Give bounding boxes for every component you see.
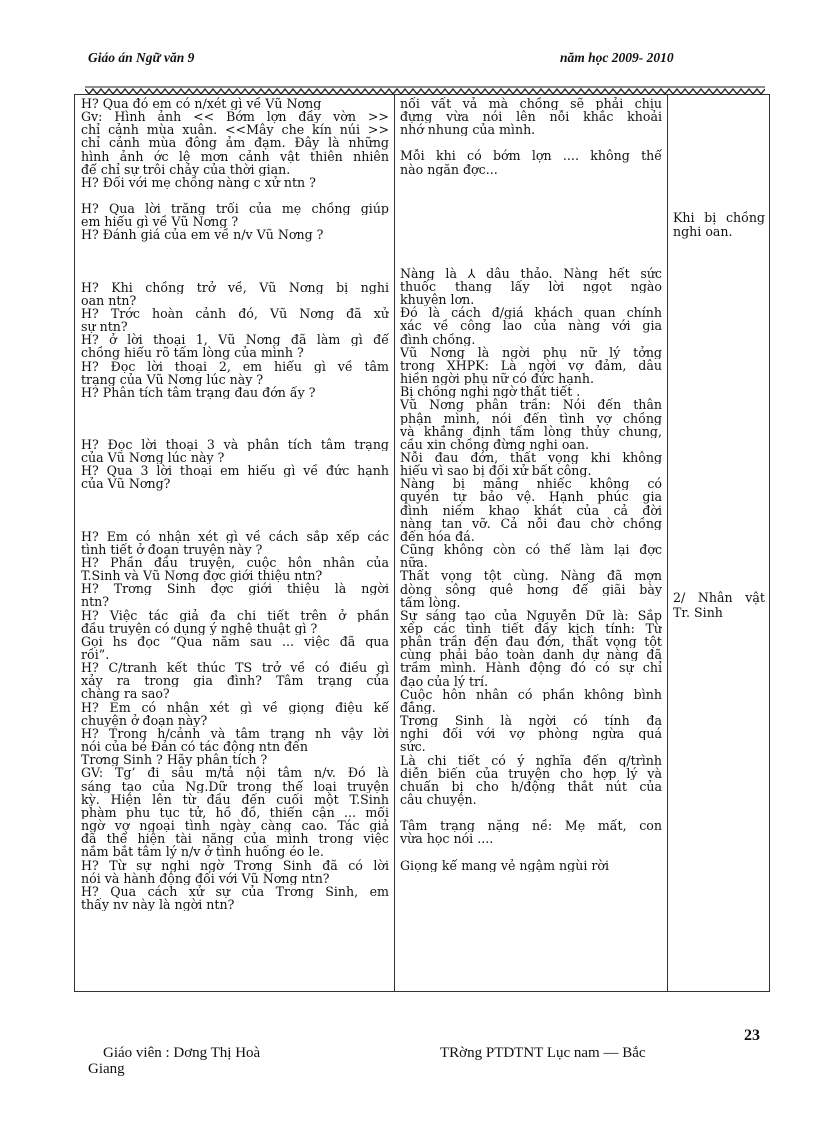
- teacher-question-line: H? Qua cách xử sự của Trơng Sinh, em: [81, 884, 389, 898]
- blank-line: [81, 517, 389, 530]
- teacher-question-line: sự ntn?: [81, 320, 128, 334]
- teacher-question-line: tình tiết ở đoạn truyện này ?: [81, 542, 263, 556]
- student-answer-line: Nàng bị mắng nhiếc không có: [400, 477, 662, 491]
- teacher-question-line: nói và hành động đối với Vũ Nơng ntn?: [81, 871, 330, 885]
- student-answer-line: đạo của lý trí.: [400, 674, 489, 688]
- teacher-question-line: đầu truyện có dụng ý nghệ thuật gì ?: [81, 621, 318, 635]
- student-answer-line: Nàng là ⅄ dâu thảo. Nàng hết sức: [400, 266, 662, 280]
- teacher-question-line: GV: Tg’ đi sâu m/tả nội tâm n/v. Đó là: [81, 766, 389, 780]
- footer-teacher: Giáo viên : Dơng Thị Hoà: [103, 1045, 261, 1061]
- student-answer-line: hiểu vì sao bị đối xử bất công.: [400, 464, 592, 478]
- teacher-question-line: sáng tạo của Ng.Dữ trong thể loại truyện: [81, 779, 389, 793]
- teacher-question-line: H? Em có nhận xét gì về cách sắp xếp các: [81, 529, 389, 543]
- blank-line: [400, 241, 662, 254]
- blank-line: [81, 491, 389, 504]
- student-answer-line: đến hóa đá.: [400, 529, 475, 544]
- student-answer-line: Cuộc hôn nhân có phần không bình: [400, 687, 662, 701]
- header-school-year: năm học 2009- 2010: [560, 50, 674, 65]
- student-answer-line: Thất vọng tột cùng. Nàng đã mợn: [400, 569, 662, 583]
- teacher-question-line: hình ảnh ớc lệ mơn cảnh vật thiên nhiên: [81, 149, 389, 163]
- teacher-question-line: em hiểu gì về Vũ Nơng ?: [81, 215, 239, 229]
- teacher-question-line: H? Em có nhận xét gì về giọng điệu kể: [81, 700, 389, 714]
- content-note: Khi bị chồng nghi oan.: [673, 211, 765, 239]
- student-answer-line: Mỗi khi có bớm lợn .... không thể: [400, 149, 662, 163]
- student-answer-line: nữa.: [400, 556, 428, 570]
- student-answer-line: Nỗi đau đớn, thất vọng khi không: [400, 450, 662, 465]
- teacher-question-line: H? Phân tích tâm trạng đau đớn ấy ?: [81, 385, 316, 399]
- teacher-question-line: chàng ra sao?: [81, 687, 170, 701]
- teacher-question-line: H? Qua lời trăng trối của mẹ chồng giúp: [81, 202, 389, 216]
- student-answer-line: Đó là cách đ/giá khách quan chính: [400, 306, 662, 320]
- teacher-question-line: H? Trớc hoàn cảnh đó, Vũ Nơng đã xử: [81, 306, 389, 321]
- student-answer-line: nối vất vả mà chồng sẽ phải chịu: [400, 97, 662, 111]
- teacher-question-line: Trơng Sinh ? Hãy phân tích ?: [81, 753, 268, 767]
- teacher-activity-column: [81, 97, 389, 911]
- student-answer-line: đẳng.: [400, 700, 436, 715]
- page-number: 23: [744, 1027, 760, 1044]
- student-answer-line: cùng phải bảo toàn danh dự nàng đã: [400, 648, 662, 662]
- teacher-question-line: ntn?: [81, 595, 110, 609]
- blank-line: [81, 504, 389, 517]
- blank-line: [81, 189, 389, 202]
- teacher-question-line: H? C/tranh kết thúc TS trở về có điều gì: [81, 661, 389, 675]
- blank-line: [81, 425, 389, 438]
- student-answer-line: hiền ngời phụ nữ có đức hạnh.: [400, 372, 595, 386]
- student-answer-line: Vũ Nơng là ngời phụ nữ lý tởng: [400, 345, 662, 359]
- teacher-question-line: H? Đối với mẹ chồng nàng c xử ntn ?: [81, 175, 316, 190]
- teacher-question-line: H? Đánh giá của em về n/v Vũ Nơng ?: [81, 228, 324, 242]
- student-answer-line: trầm mình. Hành động đó có sự chỉ: [400, 661, 662, 675]
- student-answer-line: cầu xin chồng đừng nghi oan.: [400, 437, 590, 451]
- teacher-question-line: H? Đọc lời thoại 2, em hiểu gì về tâm: [81, 359, 389, 373]
- teacher-question-line: ngờ vợ ngoại tình ngày càng cao. Tác giả: [81, 819, 389, 833]
- teacher-question-line: H? Đọc lời thoại 3 và phân tích tâm trạng: [81, 437, 389, 452]
- student-answer-line: Giọng kể mang vẻ ngậm ngùi rời: [400, 858, 609, 872]
- teacher-question-line: nói của bé Đản có tác động ntn đến: [81, 740, 308, 754]
- teacher-question-line: H? Khi chồng trở về, Vũ Nơng bị nghi: [81, 280, 389, 294]
- student-answer-line: xác về công lao của nàng với gia: [400, 319, 662, 333]
- student-answer-line: chuẩn bị cho h/động thắt nút của: [400, 779, 662, 794]
- student-answer-line: phân trần đến đau đớn, thất vọng tột: [400, 635, 662, 649]
- teacher-question-line: Gv: Hình ảnh << Bớm lợn đầy vờn >>: [81, 110, 389, 124]
- teacher-question-line: để chỉ sự trôi chảy của thời gian.: [81, 162, 291, 176]
- student-answer-line: diễn biến của truyện cho hợp lý và: [400, 766, 662, 780]
- teacher-question-line: H? Phần đầu truyện, cuộc hôn nhân của: [81, 555, 389, 570]
- blank-line: [81, 399, 389, 412]
- teacher-question-line: nắm bắt tâm lý n/v ở tình huống éo le.: [81, 845, 324, 859]
- student-answer-line: nghi đối với vợ phòng ngừa quá: [400, 727, 662, 741]
- student-answer-line: thuốc thang lấy lời ngọt ngào: [400, 279, 662, 294]
- teacher-question-line: H? ở lời thoại 1, Vũ Nơng đã làm gì để: [81, 333, 389, 347]
- student-answer-line: Là chi tiết có ý nghĩa đến q/trình: [400, 753, 662, 767]
- column-divider: [394, 95, 395, 991]
- student-answer-line: nào ngăn đợc...: [400, 162, 498, 176]
- blank-line: [400, 215, 662, 228]
- footer-school-continuation: Giang: [88, 1061, 125, 1077]
- teacher-question-line: trạng của Vũ Nơng lúc này ?: [81, 372, 264, 386]
- student-answer-line: đựng vừa nói lên nỗi khắc khoải: [400, 110, 662, 124]
- blank-line: [400, 136, 662, 149]
- blank-line: [400, 846, 662, 859]
- student-activity-column: [400, 97, 662, 872]
- blank-line: [81, 412, 389, 425]
- student-answer-line: Bị chồng nghi ngờ thất tiết .: [400, 385, 581, 399]
- teacher-question-line: Gọi hs đọc “Qua năm sau ... việc đã qua: [81, 634, 389, 648]
- student-answer-line: đình chồng.: [400, 332, 476, 346]
- teacher-question-line: phàm phu tục tử, hồ đồ, thiển cận ... mối: [81, 805, 389, 820]
- blank-line: [400, 202, 662, 215]
- student-answer-line: Vũ Nơng phân trần: Nói đến thân: [400, 398, 662, 412]
- student-answer-line: khuyên lơn.: [400, 293, 475, 307]
- blank-line: [400, 189, 662, 202]
- student-answer-line: quyền tự bảo vệ. Hạnh phúc gia: [400, 490, 662, 504]
- footer-school: TRờng PTDTNT Lục nam — Bắc: [440, 1045, 646, 1061]
- student-answer-line: xếp các tình tiết đầy kịch tính: Từ: [400, 622, 662, 636]
- header-subject: Giáo án Ngữ văn 9: [88, 50, 195, 65]
- student-answer-line: Trơng Sinh là ngời có tính đa: [400, 714, 662, 728]
- teacher-question-line: oan ntn?: [81, 293, 137, 307]
- blank-line: [81, 255, 389, 268]
- blank-line: [400, 254, 662, 267]
- teacher-question-line: kỳ. Hiện lên từ đầu đến cuối một T.Sinh: [81, 792, 389, 806]
- teacher-question-line: rồi”.: [81, 648, 110, 662]
- teacher-question-line: H? Qua đó em có n/xét gì về Vũ Nơng: [81, 97, 322, 111]
- teacher-question-line: chỉ cảnh mùa đông ảm đạm. Đây là những: [81, 136, 389, 150]
- student-answer-line: đình niềm khao khát của cả đời: [400, 503, 662, 517]
- teacher-question-line: của Vũ Nơng lúc này ?: [81, 451, 225, 465]
- student-answer-line: nàng tan vỡ. Cả nỗi đau chờ chồng: [400, 516, 662, 530]
- teacher-question-line: của Vũ Nơng?: [81, 477, 171, 491]
- student-answer-line: trong XHPK: Là ngời vợ đảm, dâu: [400, 358, 662, 373]
- teacher-question-line: thấy nv này là ngời ntn?: [81, 897, 235, 912]
- student-answer-line: câu chuyện.: [400, 793, 477, 807]
- lesson-table: [74, 94, 770, 992]
- blank-line: [81, 268, 389, 281]
- blank-line: [400, 176, 662, 189]
- teacher-question-line: H? Trơng Sinh đợc giới thiệu là ngời: [81, 582, 389, 596]
- student-answer-line: Sự sáng tạo của Nguyễn Dữ là: Sắp: [400, 608, 662, 622]
- student-answer-line: nhớ nhung của mình.: [400, 123, 536, 137]
- column-divider: [667, 95, 668, 991]
- student-answer-line: và khẳng định tấm lòng thủy chung,: [400, 424, 662, 438]
- student-answer-line: dòng sông quê hơng để giãi bày: [400, 582, 662, 596]
- teacher-question-line: H? Qua 3 lời thoại em hiểu gì về đức hạnh: [81, 464, 389, 478]
- teacher-question-line: H? Trong h/cảnh và tâm trạng nh vậy lời: [81, 726, 389, 741]
- student-answer-line: tấm lòng.: [400, 595, 461, 609]
- student-answer-line: Tâm trạng nặng nề: Mẹ mất, con: [400, 819, 662, 833]
- blank-line: [400, 228, 662, 241]
- section-heading: 2/ Nhân vật Tr. Sinh: [673, 590, 765, 620]
- student-answer-line: Cũng không còn có thể làm lại đợc: [400, 543, 662, 557]
- teacher-question-line: chuyện ở đoạn này?: [81, 713, 208, 727]
- blank-line: [81, 242, 389, 255]
- student-answer-line: sức.: [400, 740, 426, 754]
- teacher-question-line: chồng hiểu rõ tấm lòng của mình ?: [81, 346, 304, 360]
- teacher-question-line: T.Sinh và Vũ Nơng đợc giới thiệu ntn?: [81, 569, 323, 583]
- teacher-question-line: xảy ra trong gia đình? Tâm trạng của: [81, 674, 389, 688]
- student-answer-line: phận mình, nói đến tình vợ chồng: [400, 411, 662, 425]
- blank-line: [400, 806, 662, 819]
- teacher-question-line: chỉ cảnh mùa xuân. <<Mây che kín núi >>: [81, 123, 389, 137]
- teacher-question-line: H? Từ sự nghi ngờ Trơng Sinh đã có lời: [81, 858, 389, 872]
- teacher-question-line: đã thể hiện tài năng của mình trong việc: [81, 832, 389, 846]
- student-answer-line: vừa học nói ....: [400, 832, 494, 846]
- teacher-question-line: H? Việc tác giả đa chi tiết trên ở phần: [81, 608, 389, 622]
